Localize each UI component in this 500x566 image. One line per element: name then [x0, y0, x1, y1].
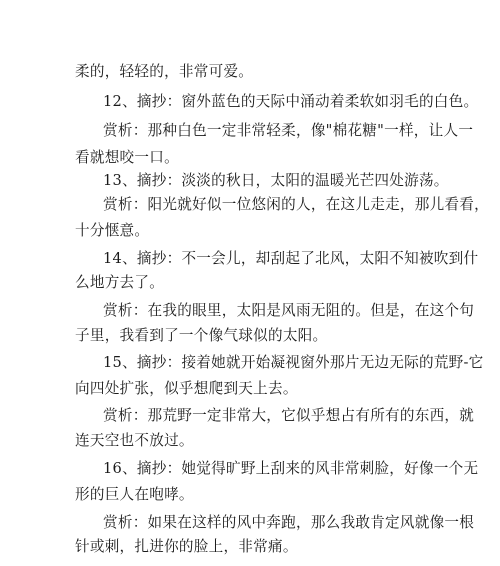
excerpt-12: 12、摘抄：窗外蓝色的天际中涌动着柔软如羽毛的白色。 — [103, 93, 479, 110]
text-line: 子里，我看到了一个像气球似的太阳。 — [75, 327, 328, 344]
excerpt-16: 16、摘抄：她觉得旷野上刮来的风非常刺脸，好像一个无 — [103, 460, 479, 477]
analysis-12: 赏析：那种白色一定非常轻柔，像"棉花糖"一样，让人一 — [103, 122, 474, 139]
text-line: 看就想咬一口。 — [75, 149, 179, 166]
text-line: 形的巨人在咆哮。 — [75, 486, 194, 503]
excerpt-14: 14、摘抄：不一会儿，却刮起了北风，太阳不知被吹到什 — [103, 250, 479, 267]
analysis-15: 赏析：那荒野一定非常大，它似乎想占有所有的东西，就 — [103, 407, 475, 424]
analysis-13: 赏析：阳光就好似一位悠闲的人，在这儿走走，那儿看看， — [103, 196, 489, 213]
excerpt-15: 15、摘抄：接着她就开始凝视窗外那片无边无际的荒野-它 — [103, 354, 484, 371]
analysis-14: 赏析：在我的眼里，太阳是风雨无阻的。但是，在这个句 — [103, 302, 475, 319]
text-line: 十分惬意。 — [75, 222, 150, 239]
analysis-16: 赏析：如果在这样的风中奔跑，那么我敢肯定风就像一根 — [103, 514, 475, 531]
text-line: 连天空也不放过。 — [75, 432, 194, 449]
text-line: 向四处扩张，似乎想爬到天上去。 — [75, 380, 298, 397]
text-line: 么地方去了。 — [75, 274, 165, 291]
text-line: 柔的，轻轻的，非常可爱。 — [75, 63, 254, 80]
text-line: 针或刺，扎进你的脸上，非常痛。 — [75, 538, 298, 555]
excerpt-13: 13、摘抄：淡淡的秋日，太阳的温暖光芒四处游荡。 — [103, 172, 449, 189]
